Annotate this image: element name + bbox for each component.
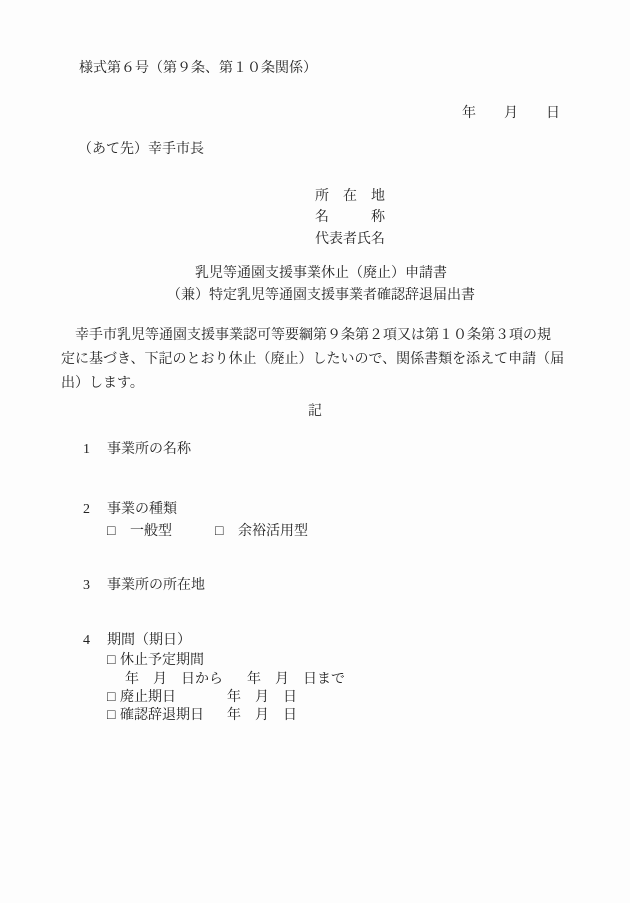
addressee-line: （あて先）幸手市長 (78, 142, 204, 157)
abolition-date-field: 年 月 日 (227, 690, 297, 705)
body-text-line2: 定に基づき、下記のとおり休止（廃止）したいので、関係書類を添えて申請（届 (61, 352, 565, 367)
representative-name-label: 代表者氏名 (315, 232, 385, 247)
suspension-label: 休止予定期間 (120, 653, 204, 668)
item2-number: 2 (83, 502, 90, 517)
item3-number: 3 (83, 578, 90, 593)
abolition-checkbox-icon: □ (107, 690, 116, 705)
address-label: 所 在 地 (315, 189, 385, 204)
document-title-line1: 乳児等通園支援事業休止（廃止）申請書 (195, 266, 447, 281)
suspension-checkbox-icon: □ (107, 653, 116, 668)
item1-number: 1 (83, 442, 90, 457)
abolition-label: 廃止期日 (120, 690, 176, 705)
body-text-line3: 出）します。 (61, 376, 144, 391)
form-number: 様式第６号（第９条、第１０条関係） (79, 61, 317, 76)
general-type-checkbox-icon: □ (107, 524, 116, 539)
item2-label: 事業の種類 (107, 502, 177, 517)
body-text-line1: 幸手市乳児等通園支援事業認可等要綱第９条第２項又は第１０条第３項の規 (61, 328, 551, 343)
item3-label: 事業所の所在地 (107, 578, 205, 593)
general-type-label: 一般型 (130, 524, 172, 539)
capacity-type-label: 余裕活用型 (238, 524, 308, 539)
withdrawal-label: 確認辞退期日 (120, 708, 204, 723)
date-field: 年 月 日 (462, 106, 560, 121)
document-title-line2: （兼）特定乳児等通園支援事業者確認辞退届出書 (167, 288, 475, 303)
item4-label: 期間（期日） (107, 633, 191, 648)
suspension-period-to: 年 月 日まで (247, 672, 345, 687)
item1-label: 事業所の名称 (107, 442, 191, 457)
withdrawal-checkbox-icon: □ (107, 708, 116, 723)
capacity-type-checkbox-icon: □ (215, 524, 224, 539)
withdrawal-date-field: 年 月 日 (227, 708, 297, 723)
record-marker: 記 (308, 404, 322, 419)
suspension-period-from: 年 月 日から (125, 672, 223, 687)
name-label: 名 称 (315, 210, 385, 225)
item4-number: 4 (83, 633, 90, 648)
